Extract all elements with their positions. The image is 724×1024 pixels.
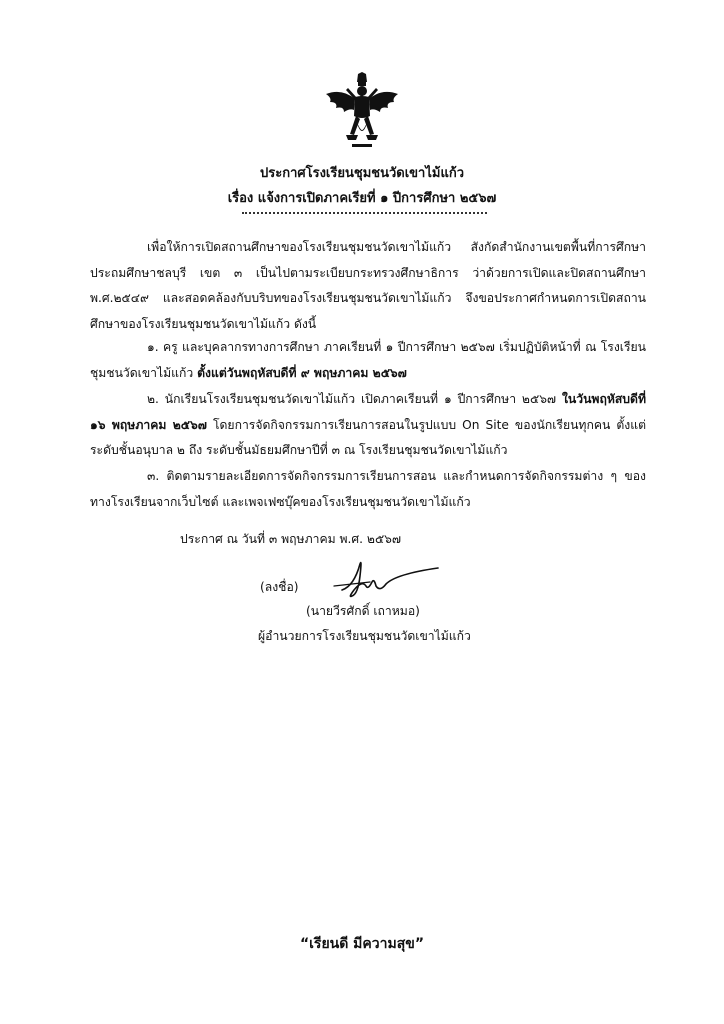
announcement-subject: เรื่อง แจ้งการเปิดภาคเรียที่ ๑ ปีการศึกษา ๒๕๖๗ xyxy=(227,191,497,206)
school-motto: “เรียนดี มีความสุข” xyxy=(299,936,425,952)
announcement-title: ประกาศโรงเรียนชุมชนวัดเขาไม้แก้ว xyxy=(259,166,464,181)
item-1-text: ๑. ครู และบุคลากรทางการศึกษา ภาคเรียนที่ ๑ ปีการศึกษา ๒๕๖๗ เริ่มปฏิบัติหน้าที่ ณ โรงเรียนชุมชนวัดเขาไม้แก้ว xyxy=(90,340,646,380)
item-2-text-b: โดยการจัดกิจกรรมการเรียนการสอนในรูปแบบ On Site ของนักเรียนทุกคน ตั้งแต่ระดับชั้นอนุบาล ๒ ถึง ระดับชั้นมัธยมศึกษาปีที่ ๓ ณ โรงเรียนชุมชนวัดเขาไม้แก้ว xyxy=(90,417,646,457)
item-2-text-a: ๒. นักเรียนโรงเรียนชุมชนวัดเขาไม้แก้ว เปิดภาคเรียนที่ ๑ ปีการศึกษา ๒๕๖๗ xyxy=(147,392,562,406)
garuda-emblem-icon xyxy=(322,72,402,152)
signature-label: (ลงชื่อ) xyxy=(260,580,299,594)
signer-position: ผู้อำนวยการโรงเรียนชุมชนวัดเขาไม้แก้ว xyxy=(258,629,471,643)
item-2-paragraph xyxy=(90,387,646,464)
item-2-bold-date: ในวันพฤหัสบดีที่ ๑๖ พฤษภาคม ๒๕๖๗ xyxy=(90,392,646,432)
intro-paragraph: เพื่อให้การเปิดสถานศึกษาของโรงเรียนชุมชนวัดเขาไม้แก้ว สังกัดสำนักงานเขตพื้นที่การศึกษาประถมศึกษาชลบุรี เขต ๓ เป็นไปตามระเบียบกระทรวงศึกษาธิการ ว่าด้วยการเปิดและปิดสถานศึกษา พ.ศ.๒๕๔๙ และสอดคล้องกับบริบทของโรงเรียนชุมชนวัดเขาไม้แก้ว จึงขอประกาศกำหนดการเปิดสถานศึกษาของโรงเรียนชุมชนวัดเขาไม้แก้ว ดังนี้ xyxy=(90,240,646,331)
announcement-date: ประกาศ ณ วันที่ ๓ พฤษภาคม พ.ศ. ๒๕๖๗ xyxy=(180,532,402,546)
item-1-paragraph xyxy=(90,335,646,386)
dotted-divider xyxy=(242,212,487,214)
signer-name: (นายวีรศักดิ์ เถาหมอ) xyxy=(306,604,420,618)
item-1-bold-date: ตั้งแต่วันพฤหัสบดีที่ ๙ พฤษภาคม ๒๕๖๗ xyxy=(197,365,407,380)
item-3-paragraph: ๓. ติดตามรายละเอียดการจัดกิจกรรมการเรียนการสอน และกำหนดการจัดกิจกรรมต่าง ๆ ของทางโรงเรียนจากเว็บไซต์ และเพจเฟซบุ๊คของโรงเรียนชุมชนวัดเขาไม้แก้ว xyxy=(90,469,646,509)
handwritten-signature xyxy=(330,556,440,606)
